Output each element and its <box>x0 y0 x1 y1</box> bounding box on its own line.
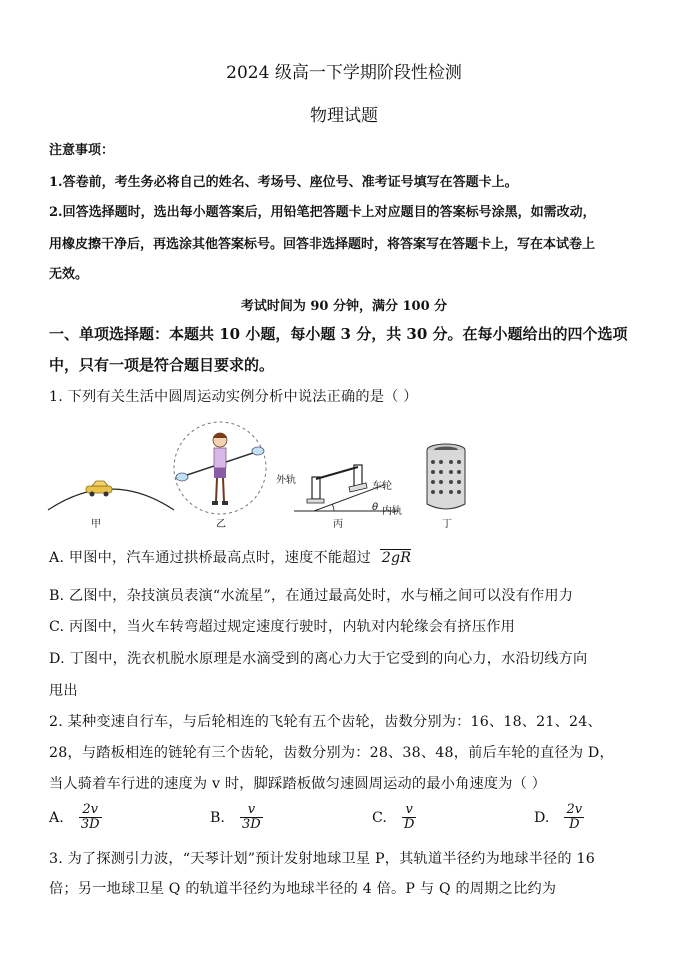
fraction-numerator: 2v <box>79 803 102 818</box>
question-2-option-a <box>49 803 102 832</box>
question-2-option-b <box>210 803 263 832</box>
question-2-option-d <box>534 803 584 832</box>
question-2-option-c <box>372 803 416 832</box>
question-2-line-3: 当人骑着车行进的速度为 v 时，脚踩踏板做匀速圆周运动的最小角速度为（ ） <box>49 776 547 792</box>
option-label: D. <box>534 810 550 826</box>
exam-subject: 物理试题 <box>310 106 378 126</box>
fraction-numerator: 2v <box>566 802 583 817</box>
figure-label-jia: 甲 <box>91 519 101 530</box>
question-2-line-1: 2. 某种变速自行车，与后轮相连的飞轮有五个齿轮，齿数分别为：16、18、21、24、 <box>49 714 602 730</box>
fraction-numerator: v <box>240 803 263 818</box>
section-heading-line-2: 中，只有一项是符合题目要求的。 <box>49 356 275 374</box>
label-inner-rail: 内轨 <box>382 506 402 517</box>
question-1-option-d-line-2: 甩出 <box>49 683 78 699</box>
exam-time-info: 考试时间为 90 分钟，满分 100 分 <box>240 299 448 314</box>
option-a-text: A. 甲图中，汽车通过拱桥最高点时，速度不能超过 <box>49 550 372 566</box>
fraction-numerator: v <box>402 803 416 818</box>
question-3-line-2: 倍；另一地球卫星 Q 的轨道半径约为地球半径的 4 倍。P 与 Q 的周期之比约为 <box>49 881 557 897</box>
question-3-line-1: 3. 为了探测引力波，“天琴计划”预计发射地球卫星 P，其轨道半径约为地球半径的 16 <box>49 851 595 867</box>
question-2-line-2: 28，与踏板相连的链轮有三个齿轮，齿数分别为：28、38、48，前后车轮的直径为 D， <box>49 745 614 761</box>
label-wheel: 车轮 <box>372 481 392 492</box>
notice-item-2-line-1: 2.回答选择题时，选出每小题答案后，用铅笔把答题卡上对应题目的答案标号涂黑，如需改动， <box>49 205 596 220</box>
bucket-right-icon <box>252 447 264 455</box>
figure-yi-water-meteor <box>170 418 270 518</box>
notice-item-1: 1.答卷前，考生务必将自己的姓名、考场号、座位号、准考证号填写在答题卡上。 <box>49 175 518 190</box>
figure-label-bing: 丙 <box>333 519 343 530</box>
question-1-option-a <box>49 547 411 567</box>
label-theta: θ <box>372 502 379 513</box>
figure-label-yi: 乙 <box>216 519 226 530</box>
question-1-option-d-line-1: D. 丁图中，洗衣机脱水原理是水滴受到的离心力大于它受到的向心力，水沿切线方向 <box>49 651 588 667</box>
section-heading-line-1: 一、单项选择题：本题共 10 小题，每小题 3 分，共 30 分。在每小题给出的四个选项 <box>49 325 628 343</box>
option-a-sqrt: 2gR <box>381 550 412 566</box>
question-1-stem: 1. 下列有关生活中圆周运动实例分析中说法正确的是（ ） <box>49 389 418 405</box>
exam-title: 2024 级高一下学期阶段性检测 <box>226 63 462 83</box>
label-outer-rail: 外轨 <box>276 475 296 486</box>
bucket-left-icon <box>176 473 188 481</box>
figure-ding-drum <box>421 442 471 514</box>
question-1-option-b: B. 乙图中，杂技演员表演“水流星”，在通过最高处时，水与桶之间可以没有作用力 <box>49 588 574 604</box>
notice-item-2-line-2: 用橡皮擦干净后，再选涂其他答案标号。回答非选择题时，将答案写在答题卡上，写在本试卷上 <box>49 237 596 252</box>
option-label: C. <box>372 810 387 826</box>
notice-heading: 注意事项： <box>49 143 115 158</box>
fraction-denominator: 3D <box>80 817 100 832</box>
figure-label-ding: 丁 <box>442 519 452 530</box>
figure-jia-bridge <box>46 470 176 530</box>
question-1-option-c: C. 丙图中，当火车转弯超过规定速度行驶时，内轨对内轮缘会有挤压作用 <box>49 619 515 635</box>
option-label: A. <box>49 810 64 826</box>
fraction-denominator: D <box>569 817 580 832</box>
performer-icon <box>212 433 228 505</box>
fraction-denominator: D <box>403 817 415 832</box>
car-icon <box>86 481 112 497</box>
notice-item-2-line-3: 无效。 <box>49 267 89 282</box>
fraction-denominator: 3D <box>242 817 261 832</box>
option-label: B. <box>210 810 225 826</box>
